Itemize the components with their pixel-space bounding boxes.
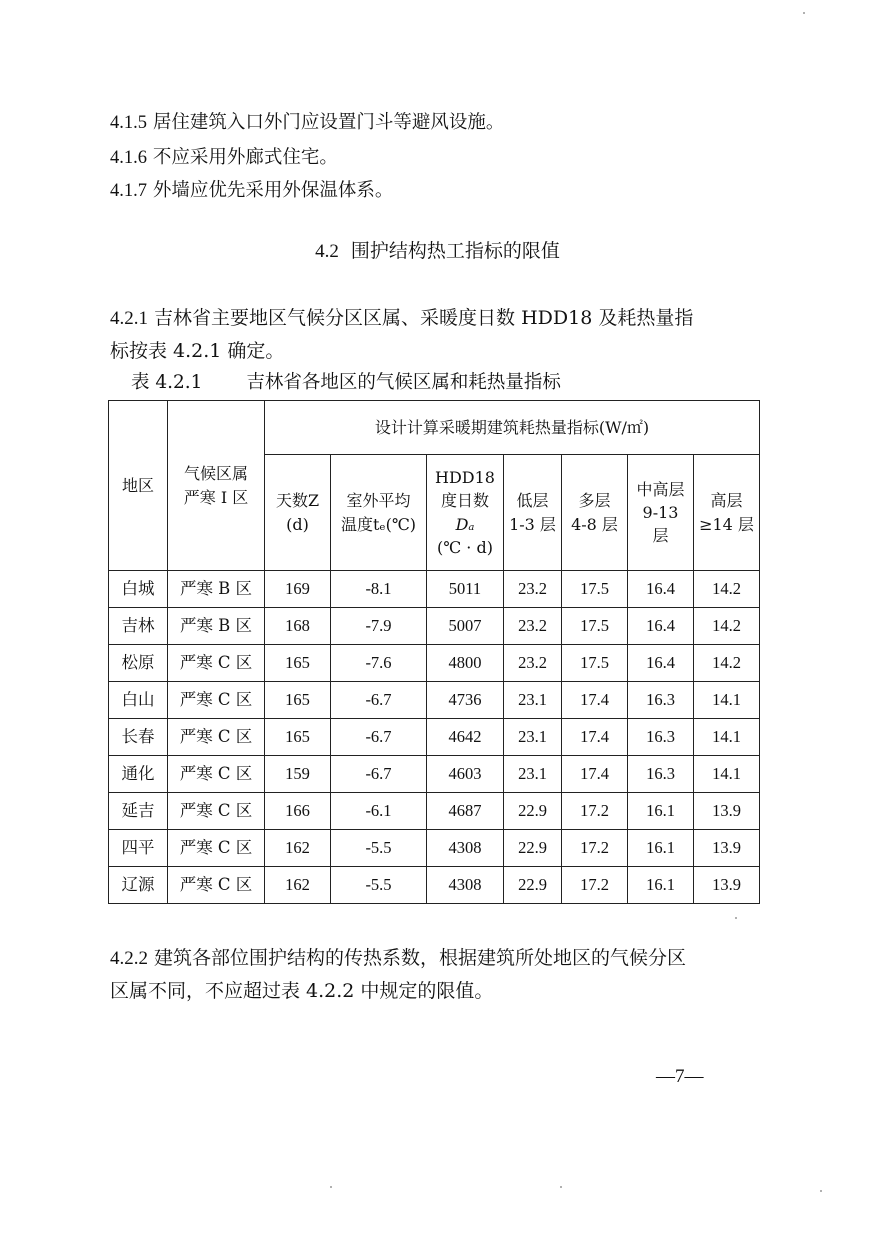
header-midhigh-l2: 9-13 <box>642 502 679 522</box>
clause-number: 4.1.7 <box>110 181 147 201</box>
cell-multi: 17.5 <box>562 645 628 682</box>
cell-multi: 17.5 <box>562 571 628 608</box>
section-title <box>0 236 875 263</box>
table-row <box>109 756 760 793</box>
header-high-l2: ≥14 层 <box>699 514 754 534</box>
page-number: —7— <box>656 1066 704 1087</box>
header-low-rise <box>504 455 562 571</box>
header-midhigh-l1: 中高层 <box>636 479 685 499</box>
cell-multi: 17.2 <box>562 793 628 830</box>
cell-midhigh: 16.4 <box>628 571 694 608</box>
cell-hdd: 4308 <box>427 867 504 904</box>
cell-low: 23.1 <box>504 719 562 756</box>
clause-number: 4.2.1 <box>110 308 148 329</box>
clause-text: 居住建筑入口外门应设置门斗等避风设施。 <box>152 112 505 133</box>
climate-heat-table <box>108 400 760 904</box>
table-row <box>109 793 760 830</box>
cell-temp: -5.5 <box>331 830 427 867</box>
cell-hdd: 4736 <box>427 682 504 719</box>
cell-zone: 严寒 B 区 <box>168 608 265 645</box>
clause-4-2-2-line1 <box>110 943 686 970</box>
cell-low: 23.1 <box>504 756 562 793</box>
section-number: 4.2 <box>315 241 339 262</box>
cell-region: 松原 <box>109 645 168 682</box>
cell-days: 168 <box>265 608 331 645</box>
cell-zone: 严寒 C 区 <box>168 719 265 756</box>
cell-zone: 严寒 C 区 <box>168 682 265 719</box>
clause-text: 吉林省主要地区气候分区区属、采暖度日数 HDD18 及耗热量指 <box>154 307 694 329</box>
table-row <box>109 719 760 756</box>
cell-temp: -6.7 <box>331 719 427 756</box>
cell-zone: 严寒 C 区 <box>168 645 265 682</box>
cell-low: 23.2 <box>504 608 562 645</box>
cell-region: 长春 <box>109 719 168 756</box>
cell-multi: 17.4 <box>562 719 628 756</box>
table-caption <box>131 368 561 394</box>
cell-temp: -7.6 <box>331 645 427 682</box>
header-group-heat-index: 设计计算采暖期建筑耗热量指标(W/㎡) <box>265 401 760 455</box>
header-high-rise <box>694 455 760 571</box>
header-hdd-l4: (℃ · d) <box>437 537 493 557</box>
table-row <box>109 682 760 719</box>
cell-multi: 17.4 <box>562 682 628 719</box>
cell-days: 166 <box>265 793 331 830</box>
cell-days: 165 <box>265 682 331 719</box>
cell-temp: -5.5 <box>331 867 427 904</box>
header-multi-storey <box>562 455 628 571</box>
cell-high: 14.1 <box>694 719 760 756</box>
cell-multi: 17.2 <box>562 867 628 904</box>
clause-4-1-6 <box>110 143 338 169</box>
cell-hdd: 4603 <box>427 756 504 793</box>
clause-4-2-1-line1 <box>110 303 693 330</box>
cell-region: 吉林 <box>109 608 168 645</box>
clause-text: 建筑各部位围护结构的传热系数，根据建筑所处地区的气候分区 <box>154 947 687 969</box>
cell-days: 162 <box>265 867 331 904</box>
header-climate-l2: 严寒 I 区 <box>183 487 249 507</box>
clause-4-1-5 <box>110 108 504 134</box>
cell-temp: -6.7 <box>331 682 427 719</box>
cell-hdd: 4687 <box>427 793 504 830</box>
header-multi-l1: 多层 <box>578 491 611 511</box>
header-temp <box>331 455 427 571</box>
cell-multi: 17.4 <box>562 756 628 793</box>
cell-high: 14.2 <box>694 645 760 682</box>
cell-hdd: 5011 <box>427 571 504 608</box>
cell-zone: 严寒 C 区 <box>168 756 265 793</box>
cell-zone: 严寒 B 区 <box>168 571 265 608</box>
cell-temp: -7.9 <box>331 608 427 645</box>
cell-region: 辽源 <box>109 867 168 904</box>
cell-midhigh: 16.4 <box>628 608 694 645</box>
table-caption-title: 吉林省各地区的气候区属和耗热量指标 <box>246 372 561 393</box>
header-hdd <box>427 455 504 571</box>
scan-speck <box>330 1186 332 1188</box>
scan-speck <box>820 1190 822 1192</box>
scan-speck <box>560 1186 562 1188</box>
cell-high: 14.1 <box>694 682 760 719</box>
header-multi-l2: 4-8 层 <box>571 514 618 534</box>
scan-speck <box>735 917 737 919</box>
cell-midhigh: 16.3 <box>628 756 694 793</box>
cell-midhigh: 16.3 <box>628 719 694 756</box>
header-low-l1: 低层 <box>516 491 549 511</box>
header-mid-high-rise <box>628 455 694 571</box>
cell-zone: 严寒 C 区 <box>168 793 265 830</box>
cell-high: 14.1 <box>694 756 760 793</box>
cell-midhigh: 16.1 <box>628 830 694 867</box>
cell-high: 13.9 <box>694 867 760 904</box>
header-hdd-l1: HDD18 <box>435 468 495 488</box>
cell-low: 23.1 <box>504 682 562 719</box>
table-row <box>109 571 760 608</box>
table-row <box>109 645 760 682</box>
cell-midhigh: 16.1 <box>628 793 694 830</box>
cell-midhigh: 16.1 <box>628 867 694 904</box>
cell-low: 22.9 <box>504 867 562 904</box>
cell-low: 23.2 <box>504 645 562 682</box>
scan-speck <box>803 12 805 14</box>
clause-number: 4.1.5 <box>110 113 147 133</box>
clause-text: 不应采用外廊式住宅。 <box>152 147 338 168</box>
header-high-l1: 高层 <box>710 491 743 511</box>
cell-high: 13.9 <box>694 793 760 830</box>
cell-region: 白山 <box>109 682 168 719</box>
header-days-l2: (d) <box>286 514 309 534</box>
cell-days: 165 <box>265 645 331 682</box>
cell-region: 四平 <box>109 830 168 867</box>
header-hdd-l3: Dₐ <box>455 514 475 534</box>
cell-region: 通化 <box>109 756 168 793</box>
clause-4-2-2-line2: 区属不同，不应超过表 4.2.2 中规定的限值。 <box>110 980 494 1002</box>
header-midhigh-l3: 层 <box>652 526 669 546</box>
cell-region: 延吉 <box>109 793 168 830</box>
cell-low: 23.2 <box>504 571 562 608</box>
header-climate-zone <box>168 401 265 571</box>
table-row <box>109 830 760 867</box>
header-region: 地区 <box>109 401 168 571</box>
header-low-l2: 1-3 层 <box>509 514 556 534</box>
clause-number: 4.2.2 <box>110 948 148 969</box>
header-temp-l2: 温度tₑ(℃) <box>340 514 416 534</box>
cell-region: 白城 <box>109 571 168 608</box>
table-caption-number: 表 4.2.1 <box>131 372 203 393</box>
cell-temp: -6.1 <box>331 793 427 830</box>
header-days-l1: 天数Z <box>275 491 320 511</box>
cell-multi: 17.2 <box>562 830 628 867</box>
clause-4-1-7 <box>110 176 393 202</box>
cell-high: 13.9 <box>694 830 760 867</box>
cell-midhigh: 16.3 <box>628 682 694 719</box>
clause-4-2-1-line2: 标按表 4.2.1 确定。 <box>110 340 285 362</box>
cell-hdd: 5007 <box>427 608 504 645</box>
cell-zone: 严寒 C 区 <box>168 867 265 904</box>
cell-low: 22.9 <box>504 830 562 867</box>
cell-hdd: 4308 <box>427 830 504 867</box>
cell-temp: -8.1 <box>331 571 427 608</box>
cell-temp: -6.7 <box>331 756 427 793</box>
clause-text: 外墙应优先采用外保温体系。 <box>152 180 394 201</box>
cell-high: 14.2 <box>694 571 760 608</box>
cell-days: 165 <box>265 719 331 756</box>
header-climate-l1: 气候区属 <box>183 464 248 484</box>
header-days <box>265 455 331 571</box>
cell-high: 14.2 <box>694 608 760 645</box>
cell-multi: 17.5 <box>562 608 628 645</box>
section-title-text: 围护结构热工指标的限值 <box>350 240 560 262</box>
clause-number: 4.1.6 <box>110 148 147 168</box>
cell-low: 22.9 <box>504 793 562 830</box>
cell-midhigh: 16.4 <box>628 645 694 682</box>
cell-hdd: 4642 <box>427 719 504 756</box>
cell-hdd: 4800 <box>427 645 504 682</box>
cell-days: 169 <box>265 571 331 608</box>
cell-days: 159 <box>265 756 331 793</box>
cell-zone: 严寒 C 区 <box>168 830 265 867</box>
cell-days: 162 <box>265 830 331 867</box>
table-row <box>109 867 760 904</box>
header-temp-l1: 室外平均 <box>346 491 411 511</box>
header-hdd-l2: 度日数 <box>440 491 489 511</box>
table-row <box>109 608 760 645</box>
